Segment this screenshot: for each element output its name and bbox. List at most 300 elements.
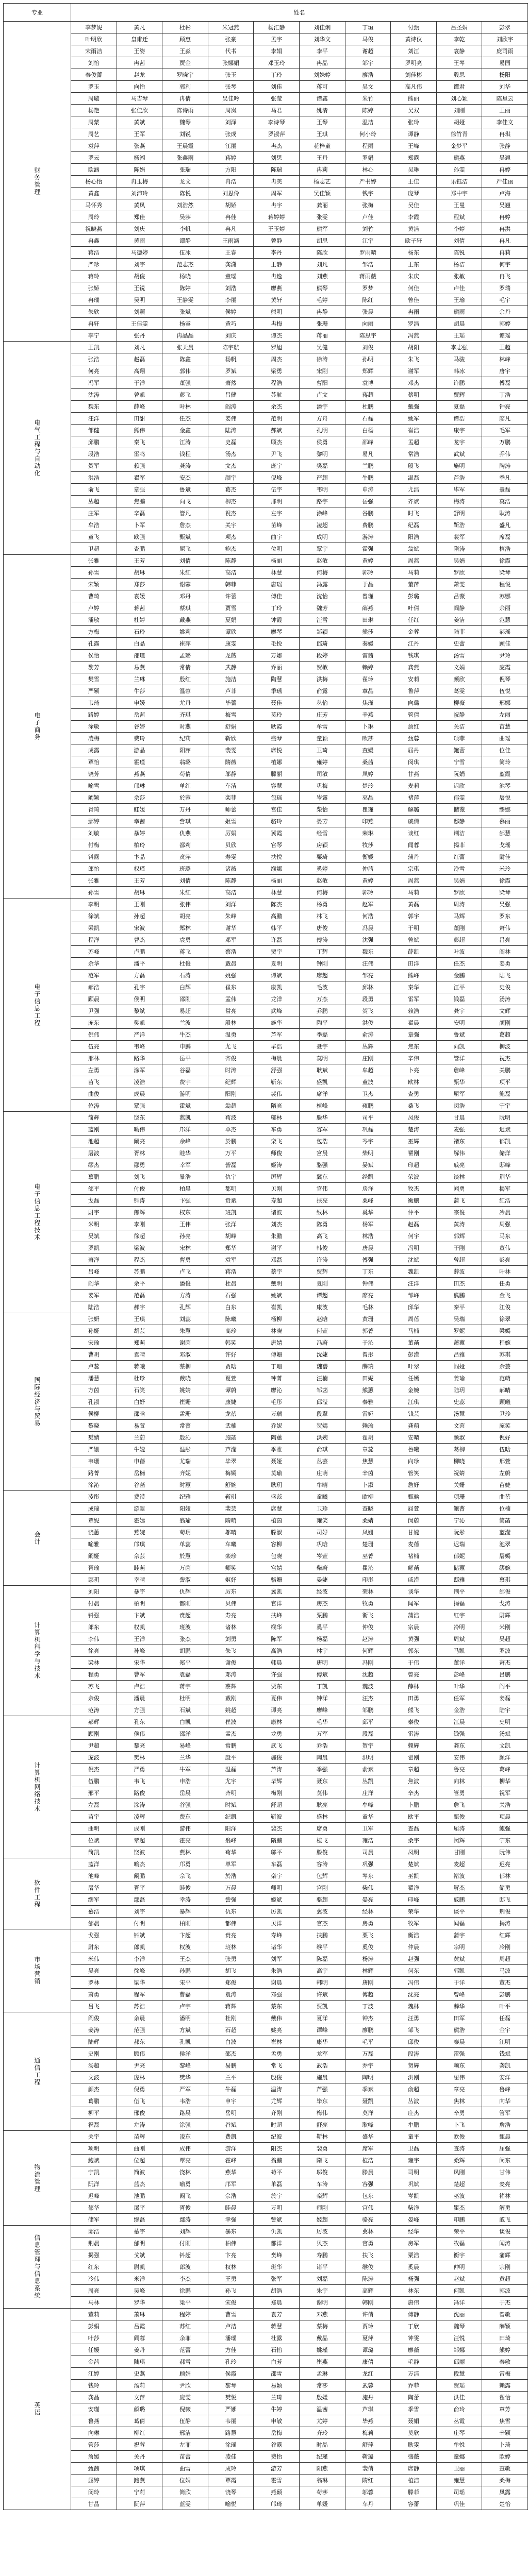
name-cell: 苟莎	[299, 2486, 345, 2498]
name-cell: 印峰	[391, 1894, 437, 1906]
name-cell: 曾超	[436, 1254, 482, 1266]
name-cell: 容蕾	[391, 2498, 437, 2510]
name-cell: 侯婷	[208, 306, 254, 318]
name-cell: 刘锐	[162, 128, 208, 140]
name-cell: 郭辉	[436, 1230, 482, 1242]
name-cell: 张杰	[162, 1633, 208, 1645]
name-cell: 方涛	[162, 1290, 208, 1301]
name-cell: 王瑜	[436, 294, 482, 306]
name-cell: 阎华	[71, 1278, 117, 1290]
name-cell: 邹鹏	[345, 1704, 391, 1716]
name-cell: 吕亮	[482, 934, 528, 946]
name-cell: 王伟	[162, 1218, 208, 1230]
name-cell: 董杰	[482, 1977, 528, 1989]
name-cell: 刘洋	[208, 899, 254, 910]
name-cell: 朱宇	[299, 2285, 345, 2297]
name-cell: 龙宇	[436, 436, 482, 448]
name-cell: 霍峰	[208, 2155, 254, 2166]
table-row	[4, 1396, 528, 1408]
name-cell: 丛波	[391, 2095, 437, 2107]
name-cell: 查鹏	[117, 543, 162, 555]
name-cell: 姬妤	[208, 1574, 254, 1586]
name-cell: 容慧	[254, 780, 300, 792]
name-cell: 申浩	[162, 1775, 208, 1787]
name-cell: 冀东	[299, 1171, 345, 1183]
name-cell: 单军	[208, 1858, 254, 1870]
name-cell: 印鹏	[436, 2214, 482, 2226]
name-cell: 谈俊	[482, 2226, 528, 2238]
name-cell: 毛彤	[254, 1396, 300, 1408]
name-cell: 樊雪	[71, 673, 117, 685]
name-cell: 杨睿	[162, 318, 208, 330]
name-cell: 何东	[391, 1965, 437, 1977]
table-row	[4, 1076, 528, 1088]
name-cell: 翟军	[117, 472, 162, 484]
name-cell: 莫洋	[345, 2107, 391, 2119]
name-cell: 欧莎	[345, 733, 391, 744]
name-cell: 隋涛	[436, 543, 482, 555]
name-cell: 石斌	[162, 1704, 208, 1716]
table-row	[4, 2001, 528, 2012]
name-cell: 蔡琪	[162, 602, 208, 614]
name-cell: 刘倩	[436, 235, 482, 247]
name-cell: 张军	[254, 2273, 300, 2285]
name-cell: 位佳	[482, 744, 528, 756]
name-cell: 宋刚	[299, 365, 345, 377]
name-cell: 查媛	[345, 744, 391, 756]
name-cell: 鄢玥	[71, 1574, 117, 1586]
name-cell: 饶东	[117, 1112, 162, 1124]
name-cell: 管凡	[162, 507, 208, 519]
name-cell: 耿峰	[345, 2119, 391, 2131]
name-cell: 闵浩	[436, 1100, 482, 1112]
name-cell: 师蕾	[208, 804, 254, 816]
table-row	[4, 2356, 528, 2368]
name-cell: 薛燕	[345, 602, 391, 614]
name-cell: 杨志艺	[299, 176, 345, 188]
name-cell: 刘倩	[162, 555, 208, 567]
name-cell: 曹勇	[162, 1254, 208, 1266]
name-cell: 纪磊	[391, 519, 437, 531]
name-cell: 屈婷	[71, 2475, 117, 2486]
name-cell: 郝东	[117, 2036, 162, 2048]
name-cell: 邵洋	[162, 1728, 208, 1740]
name-cell: 樊悦	[208, 2392, 254, 2403]
table-row	[4, 2309, 528, 2320]
name-cell: 赵军	[345, 899, 391, 910]
name-cell: 杜彬	[162, 22, 208, 33]
table-row	[4, 507, 528, 519]
table-row	[4, 2439, 528, 2451]
table-row	[4, 1136, 528, 1147]
name-cell: 位明	[254, 543, 300, 555]
name-cell: 汤莉	[117, 2380, 162, 2392]
name-cell: 陈思宇	[345, 330, 391, 342]
name-cell: 麦莉	[391, 780, 437, 792]
name-cell: 罗晓宇	[162, 69, 208, 81]
name-cell: 杨勇	[299, 899, 345, 910]
name-cell: 田甜	[117, 413, 162, 425]
name-cell: 车磊	[254, 1858, 300, 1870]
name-cell: 高鹏	[254, 910, 300, 922]
name-cell: 阳洋	[208, 1823, 254, 1835]
name-cell: 聂东	[299, 1775, 345, 1787]
name-cell: 孟勇	[254, 2048, 300, 2060]
name-cell: 罗东	[482, 910, 528, 922]
name-cell: 汤斌	[482, 1728, 528, 1740]
name-cell: 伍宇	[254, 484, 300, 496]
name-cell: 刘佳	[254, 81, 300, 93]
table-row	[4, 792, 528, 804]
name-cell: 王丹	[299, 152, 345, 164]
name-cell: 迟亮	[482, 1858, 528, 1870]
table-row	[4, 756, 528, 768]
name-cell: 岑宇	[345, 1136, 391, 1147]
name-cell: 龚燕	[391, 662, 437, 673]
name-cell: 阮彤	[436, 1527, 482, 1538]
name-cell: 郑华	[208, 1242, 254, 1254]
name-cell: 柏伟	[208, 2238, 254, 2249]
name-cell: 余芸	[482, 1361, 528, 1372]
name-cell: 屠嫣	[482, 1550, 528, 1562]
name-cell: 易萱	[117, 1420, 162, 1432]
name-cell: 席勇	[299, 1823, 345, 1835]
name-cell: 万茵	[162, 1562, 208, 1574]
name-cell: 石强	[208, 1290, 254, 1301]
name-cell: 殷媛	[299, 2392, 345, 2403]
name-cell: 陈杰	[254, 899, 300, 910]
table-row	[4, 1290, 528, 1301]
name-cell: 孔露	[71, 638, 117, 650]
name-cell: 席洋	[299, 1088, 345, 1100]
name-cell: 洪婉	[299, 1432, 345, 1444]
name-cell: 岳晨	[162, 1787, 208, 1799]
name-cell: 宋雨洁	[71, 45, 117, 57]
table-row	[4, 1704, 528, 1716]
name-cell: 何宇	[482, 259, 528, 270]
name-cell: 解璐	[391, 804, 437, 816]
name-cell: 庞宇	[254, 460, 300, 472]
table-row	[4, 282, 528, 294]
major-cell: 财务管理	[4, 22, 71, 342]
name-cell: 杨湘	[117, 152, 162, 164]
name-cell: 於慧	[162, 1550, 208, 1562]
name-cell: 时蕙	[162, 1479, 208, 1491]
name-cell: 邬林	[254, 1112, 300, 1124]
name-cell: 裴芸	[208, 1503, 254, 1515]
name-cell: 费鹏	[345, 519, 391, 531]
name-cell: 季强	[299, 1764, 345, 1775]
name-cell: 田杰	[436, 1278, 482, 1290]
name-cell: 巩磊	[345, 1124, 391, 1136]
name-cell: 徐涛	[299, 353, 345, 365]
name-cell: 聂磊	[482, 484, 528, 496]
name-cell: 赵敏	[299, 555, 345, 567]
name-cell: 印彤	[345, 1574, 391, 1586]
name-cell: 潘明	[162, 2012, 208, 2024]
table-row	[4, 2451, 528, 2463]
name-cell: 谭璐	[345, 2344, 391, 2356]
major-column-header: 专业	[4, 4, 71, 22]
name-cell: 罗淑萍	[254, 128, 300, 140]
name-cell: 蒋可	[299, 81, 345, 93]
name-cell: 经林	[345, 1906, 391, 1918]
table-row	[4, 22, 528, 33]
name-cell: 高洁	[208, 887, 254, 899]
name-cell: 罗凯	[71, 1242, 117, 1254]
major-cell: 市场营销	[4, 1929, 71, 2012]
name-cell: 祝磊	[71, 2119, 117, 2131]
name-cell: 岳茜	[117, 709, 162, 721]
name-cell: 吴娟	[436, 875, 482, 887]
name-cell: 冯刚	[345, 1657, 391, 1669]
name-cell: 江宇	[345, 235, 391, 247]
name-cell: 武静	[208, 662, 254, 673]
name-cell: 巩强	[345, 1858, 391, 1870]
name-cell: 方佳	[208, 2344, 254, 2356]
name-cell: 扶鹏	[299, 1929, 345, 1941]
name-cell: 冯军	[71, 377, 117, 389]
name-cell: 贝刚	[254, 1183, 300, 1195]
name-cell: 郭婷	[482, 318, 528, 330]
name-cell: 俞涛	[345, 1029, 391, 1041]
name-cell: 万晨	[208, 1882, 254, 1894]
name-cell: 衡浩	[391, 1929, 437, 1941]
name-cell: 毕辉	[254, 1775, 300, 1787]
name-cell: 苏飞	[71, 1681, 117, 1692]
name-cell: 佘芸	[117, 1550, 162, 1562]
name-cell: 罗林	[71, 1977, 117, 1989]
name-cell: 樊婧	[71, 1432, 117, 1444]
name-cell: 傅姗	[254, 1349, 300, 1361]
name-cell: 潘敏	[71, 614, 117, 626]
name-cell: 唐婧	[254, 1337, 300, 1349]
name-cell: 滕菲	[391, 2486, 437, 2498]
name-cell: 荣琳	[345, 827, 391, 839]
name-cell: 翁鹏	[254, 2155, 300, 2166]
name-cell: 柳晓	[436, 1455, 482, 1467]
name-cell: 陈磊	[299, 1953, 345, 1965]
name-cell: 胥瑜	[71, 1562, 117, 1574]
name-cell: 贺瑶	[436, 2380, 482, 2392]
name-cell: 翁斌	[391, 543, 437, 555]
name-cell: 段磊	[345, 1728, 391, 1740]
name-cell: 容涛	[299, 1858, 345, 1870]
name-cell: 张佳欣	[117, 105, 162, 116]
name-cell: 项琪	[117, 2463, 162, 2475]
name-cell: 丁东	[345, 1266, 391, 1278]
name-cell: 李婷	[436, 223, 482, 235]
name-cell: 萧伟	[482, 922, 528, 934]
name-cell: 卫丽	[436, 2463, 482, 2475]
table-row	[4, 128, 528, 140]
name-cell: 卜琳	[345, 721, 391, 733]
name-cell: 章超	[391, 1764, 437, 1775]
name-cell: 范萌	[482, 1372, 528, 1384]
name-cell: 雷梅	[482, 2368, 528, 2380]
name-cell: 万瑞	[254, 1408, 300, 1420]
name-cell: 谢俊	[208, 1657, 254, 1669]
name-cell: 唐瑶	[254, 579, 300, 590]
name-cell: 贺军	[71, 460, 117, 472]
name-cell: 林浩	[345, 1230, 391, 1242]
name-cell: 宁沁	[436, 1515, 482, 1527]
name-cell: 童瑶	[208, 270, 254, 282]
name-cell: 雍笑	[299, 1515, 345, 1527]
name-cell: 白凯	[162, 1716, 208, 1728]
name-cell: 陈瑞	[254, 164, 300, 176]
name-cell: 伍飞	[117, 2095, 162, 2107]
name-cell: 江涛	[162, 436, 208, 448]
name-cell: 桑茜	[345, 756, 391, 768]
name-cell: 吕霞	[117, 2320, 162, 2332]
name-cell: 向丽	[345, 318, 391, 330]
name-cell: 牛婷	[254, 2403, 300, 2415]
name-cell: 孔东	[117, 1716, 162, 1728]
name-cell: 牛莎	[117, 685, 162, 697]
name-cell: 陈悦	[162, 188, 208, 199]
name-cell: 傅斌	[299, 1669, 345, 1681]
name-cell: 鲍菁	[436, 1503, 482, 1515]
name-cell: 戈强	[71, 1929, 117, 1941]
table-row	[4, 413, 528, 425]
name-cell: 隋薇	[208, 756, 254, 768]
name-cell: 侯洋	[162, 2048, 208, 2060]
table-row	[4, 851, 528, 863]
name-cell: 方梅	[71, 626, 117, 638]
name-cell: 阚娅	[71, 1550, 117, 1562]
name-cell: 郎辉	[117, 1207, 162, 1218]
name-cell: 白东	[208, 1301, 254, 1313]
name-cell: 郝宇	[117, 1301, 162, 1313]
name-cell: 朱慧	[162, 1325, 208, 1337]
name-cell: 左磊	[71, 1799, 117, 1811]
name-cell: 牧杰	[391, 1183, 437, 1195]
name-cell: 洪俊	[345, 1017, 391, 1029]
name-cell: 周蓓	[391, 1313, 437, 1325]
name-cell: 葛倩	[117, 2415, 162, 2427]
name-cell: 钟霞	[254, 614, 300, 626]
name-cell: 段慧	[436, 2368, 482, 2380]
name-cell: 翟刚	[391, 1752, 437, 1764]
name-cell: 赵斌	[436, 2273, 482, 2285]
name-cell: 林慧	[254, 887, 300, 899]
name-cell: 周璇	[71, 93, 117, 105]
name-cell: 简辉	[71, 1112, 117, 1124]
name-cell: 朱欣	[71, 306, 117, 318]
name-cell: 盛凡	[482, 519, 528, 531]
table-row	[4, 2297, 528, 2309]
name-cell: 苏浩	[117, 2001, 162, 2012]
table-row	[4, 2498, 528, 2510]
name-cell: 杨晓	[162, 270, 208, 282]
table-row	[4, 697, 528, 709]
name-cell: 文娟	[436, 662, 482, 673]
name-cell: 梅雪	[208, 709, 254, 721]
name-cell: 佘飞	[162, 1870, 208, 1882]
name-cell: 缪杰	[71, 1159, 117, 1171]
name-cell: 冉佳	[208, 211, 254, 223]
name-cell: 郑晨	[254, 2297, 300, 2309]
name-cell: 植洁	[391, 2475, 437, 2486]
name-cell: 沈婕	[299, 1349, 345, 1361]
name-cell: 赖东	[436, 2060, 482, 2072]
name-cell: 宋平	[162, 1977, 208, 1989]
name-cell: 卫磊	[391, 2143, 437, 2155]
name-cell: 蓝滢	[482, 1527, 528, 1538]
name-cell: 宫佳	[254, 804, 300, 816]
name-cell: 钟雯	[391, 2332, 437, 2344]
table-row	[4, 1313, 528, 1325]
name-cell: 沈丽	[436, 2309, 482, 2320]
name-cell: 任红	[391, 614, 437, 626]
name-cell: 韦飞	[117, 1775, 162, 1787]
name-cell: 姚清	[299, 105, 345, 116]
name-cell: 陈静	[208, 555, 254, 567]
name-cell: 眭华	[162, 1147, 208, 1159]
name-cell: 金鹏	[436, 970, 482, 981]
name-cell: 郎东	[71, 1621, 117, 1633]
name-cell: 包晓	[254, 1550, 300, 1562]
name-cell: 张天晨	[162, 342, 208, 353]
name-cell: 王芳	[117, 875, 162, 887]
table-row	[4, 673, 528, 685]
name-cell: 顾刚	[71, 1728, 117, 1740]
name-cell: 龙勇	[254, 1728, 300, 1740]
name-cell: 缪军	[71, 1894, 117, 1906]
name-cell: 龚涛	[162, 460, 208, 472]
name-cell: 谭静	[162, 235, 208, 247]
name-cell: 马君	[254, 105, 300, 116]
name-cell: 陈红	[345, 294, 391, 306]
name-cell: 林慧	[254, 567, 300, 579]
name-cell: 温勇	[208, 1029, 254, 1041]
name-cell: 路宇	[299, 496, 345, 507]
name-cell: 瞿杰	[436, 2202, 482, 2214]
table-row	[4, 2344, 528, 2356]
name-cell: 周强	[482, 1218, 528, 1230]
name-cell: 马辉	[436, 910, 482, 922]
name-cell: 侯霞	[208, 2368, 254, 2380]
name-cell: 杜晨	[208, 1278, 254, 1290]
name-cell: 邹亮	[345, 970, 391, 981]
name-cell: 宗明	[436, 1941, 482, 1953]
name-cell: 贲亮	[208, 1929, 254, 1941]
name-cell: 舒萍	[345, 2439, 391, 2451]
name-cell: 裴伟	[254, 1088, 300, 1100]
name-cell: 邝洋	[162, 1124, 208, 1136]
name-cell: 翁峰	[208, 1835, 254, 1846]
name-cell: 程悦	[482, 579, 528, 590]
name-cell: 游明	[162, 1088, 208, 1100]
name-cell: 向林	[436, 1775, 482, 1787]
name-cell: 袁媛	[117, 590, 162, 602]
name-cell: 冉静	[299, 306, 345, 318]
name-cell: 蒋婷婷	[254, 211, 300, 223]
name-cell: 安明	[436, 1017, 482, 1029]
name-cell: 宋瑜	[71, 1337, 117, 1349]
name-cell: 颜欣	[436, 673, 482, 685]
name-cell: 薛波	[436, 1266, 482, 1278]
table-row	[4, 199, 528, 211]
name-cell: 衡宇	[436, 2249, 482, 2261]
name-cell: 熊鹏	[436, 1290, 482, 1301]
name-cell: 晏亮	[345, 1894, 391, 1906]
name-cell: 齐刚	[254, 2107, 300, 2119]
name-cell: 邱平	[345, 1716, 391, 1728]
name-cell: 邹菡	[299, 1384, 345, 1396]
name-cell: 阮洋	[71, 2178, 117, 2190]
